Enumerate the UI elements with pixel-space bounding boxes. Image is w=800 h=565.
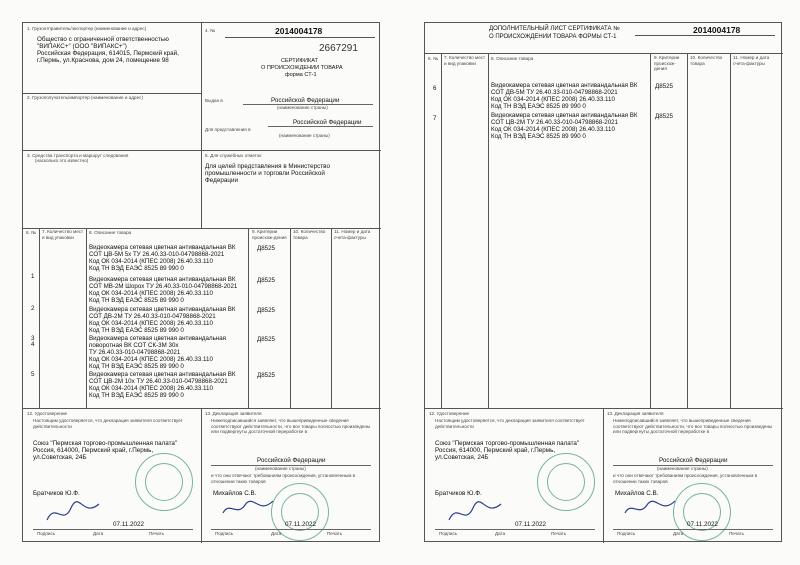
signature-caption: Подпись — [617, 531, 636, 536]
chamber-line2: Россия, 614000, Пермский край, г.Пермь, — [33, 447, 154, 454]
supplementary-form — [424, 22, 782, 542]
country-hint-2: (наименование страны) — [279, 133, 330, 138]
country-hint-1: (наименование страны) — [277, 105, 328, 110]
col9-header: 9. Критерии происхож-дения — [654, 55, 680, 72]
item-description-line: Код ТН ВЭД ЕАЭС 8525 89 990 0 — [89, 297, 184, 304]
origin-criterion: Д8525 — [257, 245, 275, 252]
item-number: 1 — [31, 273, 35, 280]
certificate-title: СЕРТИФИКАТ — [281, 58, 318, 64]
origin-criterion: Д8525 — [257, 307, 275, 314]
field4-label: 4. № — [205, 28, 216, 33]
field1-label: 1. Грузоотправитель/экспортер (наименование и адрес) — [27, 26, 147, 31]
stamp-caption: Печать — [149, 531, 165, 536]
chamber-line3: ул.Советская, 24Б — [435, 454, 489, 461]
item-description-line: Видеокамера сетевая цветная антивандальная ВК — [89, 371, 236, 378]
chamber-line1: Союз "Пермская торгово-промышленная палата" — [435, 440, 580, 447]
item-description-line: ТУ 26.40.33-010-04798868-2021 — [89, 349, 181, 356]
col7-header: 7. Количество мест и вид упаковки — [444, 55, 486, 66]
item-number: 5 — [31, 371, 35, 378]
item-description-line: поворотная ВК СОТ СК-3М 30х — [89, 342, 179, 349]
item-description-line: Код ТН ВЭД ЕАЭС 8525 89 990 0 — [491, 103, 586, 110]
country-hint-3: (наименование страны) — [255, 466, 306, 471]
origin-criterion: Д8525 — [257, 372, 275, 379]
official-marks-line3: Федерации — [205, 177, 238, 184]
field3-label: 3. Средства транспорта и маршрут следования — [27, 153, 129, 158]
field12-text: Настоящим удостоверяется, что декларация заявителя соответствует действительности — [435, 418, 585, 429]
certificate-form — [22, 22, 380, 542]
stamp-caption: Печать — [551, 531, 567, 536]
chamber-line2: Россия, 614000, Пермский край, г.Пермь, — [435, 447, 556, 454]
col10-header: 10. Количество товара — [293, 229, 326, 240]
item-description-line: Код ТН ВЭД ЕАЭС 8525 89 990 0 — [89, 265, 184, 272]
signature12 — [43, 498, 103, 528]
field3-hint: (насколько это известно) — [35, 158, 89, 163]
field13-text2: и что они отвечают требованиям происхождения, установленным в отношении таких товаров — [211, 473, 356, 484]
item-number: 2 — [31, 305, 35, 312]
date-caption: Дата — [673, 531, 684, 536]
field12-label: 12. Удостоверение — [27, 411, 68, 416]
chamber-stamp — [135, 453, 193, 511]
field13-label: 13. Декларация заявителя — [205, 411, 262, 416]
item-description-line: СОТ ЦВ-2М 10х ТУ 26.40.33-010-04798868-2021 — [89, 378, 228, 385]
origin-criterion: Д8525 — [655, 113, 673, 120]
origin-criterion: Д8525 — [257, 277, 275, 284]
stamp-caption: Печать — [729, 531, 745, 536]
exporter-line2: "ВИПАКС+" (ООО "ВИПАКС+") — [37, 43, 127, 50]
item-description-line: СОТ ЦВ-2М ТУ 26.40.33-010-04798868-2021 — [491, 119, 619, 126]
supplementary-cert-number: 2014004178 — [693, 25, 741, 35]
col7-header: 7. Количество мест и вид упаковки — [42, 229, 84, 240]
date13: 07.11.2022 — [285, 521, 317, 528]
signature-caption: Подпись — [439, 531, 458, 536]
chamber-line1: Союз "Пермская торгово-промышленная палата" — [33, 440, 178, 447]
item-description-line: Видеокамера сетевая цветная антивандальная ВК — [491, 112, 638, 119]
supplementary-title: ДОПОЛНИТЕЛЬНЫЙ ЛИСТ СЕРТИФИКАТА № — [489, 26, 620, 32]
exporter-line4: г.Пермь, ул.Краснова, дом 24, помещение 98 — [37, 57, 169, 64]
signer12-name: Братчиков Ю.Ф. — [435, 490, 482, 497]
col9-header: 9. Критерии происхож-дения — [252, 229, 287, 240]
official-marks-line1: Для целей представления в Министерство — [205, 163, 330, 170]
signature13 — [621, 493, 681, 523]
signature-caption: Подпись — [215, 531, 234, 536]
item-description-line: Код ОК 034-2014 (КПЕС 2008) 26.40.33.110 — [89, 385, 213, 392]
item-description-line: Код ОК 034-2014 (КПЕС 2008) 26.40.33.110 — [89, 258, 213, 265]
field13-text: Нижеподписавшийся заявляет, что вышеприведенные сведения соответствуют действительности, что все товары полностью произведены или подвергнуты достаточной переработке в — [613, 418, 773, 435]
item-description-line: Код ОК 034-2014 (КПЕС 2008) 26.40.33.110 — [89, 320, 213, 327]
item-description-line: СОТ ДВ-2М ТУ 26.40.33-010-04798868-2021 — [89, 313, 216, 320]
origin-criterion: Д8525 — [655, 83, 673, 90]
exporter-line3: Российская Федерация, 614015, Пермский край, — [37, 50, 179, 57]
item-description-line: Видеокамера сетевая цветная антивандальная ВК — [89, 276, 236, 283]
issued-in-label: Выдан в — [205, 98, 223, 103]
item-description-line: Код ОК 034-2014 (КПЕС 2008) 26.40.33.110 — [89, 290, 213, 297]
field13-text2: и что они отвечают требованиям происхождения, установленным в отношении таких товаров — [613, 473, 758, 484]
item-description-line: Код ТН ВЭД ЕАЭС 8525 89 990 0 — [89, 363, 184, 370]
item-number: 3 — [31, 335, 35, 342]
field13-label: 13. Декларация заявителя — [607, 411, 664, 416]
col11-header: 11. Номер и дата счета-фактуры — [733, 55, 770, 66]
certificate-number: 2014004178 — [275, 26, 323, 36]
supplementary-subtitle: О ПРОИСХОЖДЕНИИ ТОВАРА ФОРМЫ СТ-1 — [489, 34, 617, 40]
item-description-line: СОТ ДВ-5М ТУ 26.40.33-010-04798868-2021 — [491, 89, 618, 96]
item-description-line: СОТ МВ-2М Шорох ТУ 26.40.33-010-04798868-2021 — [89, 283, 238, 290]
item-description-line: Код ОК 034-2014 (КПЕС 2008) 26.40.33.110 — [491, 126, 615, 133]
date-caption: Дата — [271, 531, 282, 536]
signer12-name: Братчиков Ю.Ф. — [33, 490, 80, 497]
declared-country: Российской Федерации — [659, 457, 728, 464]
col6-header: 6. № — [428, 56, 439, 61]
chamber-line3: ул.Советская, 24Б — [33, 454, 87, 461]
issued-country: Российской Федерации — [271, 97, 340, 104]
submission-country: Российской Федерации — [293, 119, 362, 126]
item-description-line: Код ОК 034-2014 (КПЕС 2008) 26.40.33.110 — [491, 96, 615, 103]
date-caption: Дата — [495, 531, 506, 536]
item-description-line: Видеокамера сетевая цветная антивандальная ВК — [89, 244, 236, 251]
stamp-caption: Печать — [327, 531, 343, 536]
item-description-line: СОТ ЦВ-5М 5х ТУ 26.40.33-010-04798868-2021 — [89, 251, 225, 258]
submission-label: Для представления в — [205, 127, 251, 132]
field2-label: 2. Грузополучатель/импортер (наименование и адрес) — [27, 95, 143, 100]
signer13-name: Михайлов С.В. — [615, 490, 659, 497]
official-marks-line2: промышленности и торговли Российской — [205, 170, 325, 177]
col8-header: 8. Описание товара — [89, 230, 132, 235]
declared-country: Российской Федерации — [257, 457, 326, 464]
item-description-line: Видеокамера сетевая цветная антивандальная ВК — [89, 306, 236, 313]
item-description-line: Видеокамера сетевая цветная антивандальная ВК — [491, 82, 638, 89]
certificate-form-name: форма СТ-1 — [285, 72, 317, 78]
signer13-name: Михайлов С.В. — [213, 490, 257, 497]
item-number: 7 — [433, 115, 437, 122]
item-description-line: Код ТН ВЭД ЕАЭС 8525 89 990 0 — [89, 327, 184, 334]
date12: 07.11.2022 — [515, 521, 547, 528]
signature-caption: Подпись — [37, 531, 56, 536]
col11-header: 11. Номер и дата счета-фактуры — [334, 229, 371, 240]
col6-header: 6. № — [26, 230, 37, 235]
signature12 — [445, 498, 505, 528]
field12-text: Настоящим удостоверяется, что декларация заявителя соответствует действительности — [33, 418, 183, 429]
chamber-stamp — [537, 453, 595, 511]
item-description-line: Код ТН ВЭД ЕАЭС 8525 89 990 0 — [491, 133, 586, 140]
country-hint: (наименование страны) — [657, 466, 708, 471]
date13: 07.11.2022 — [687, 521, 719, 528]
date12: 07.11.2022 — [113, 521, 145, 528]
item-description-line: Код ТН ВЭД ЕАЭС 8525 89 990 0 — [89, 392, 184, 399]
item-number: 4 — [31, 341, 35, 348]
field12-label: 12. Удостоверение — [429, 411, 470, 416]
col8-header: 8. Описание товара — [491, 56, 534, 61]
certificate-subtitle: О ПРОИСХОЖДЕНИИ ТОВАРА — [261, 65, 343, 71]
field5-label: 5. Для служебных отметок — [205, 153, 262, 158]
supplementary-page — [400, 0, 800, 565]
item-description-line: Код ОК 034-2014 (КПЕС 2008) 26.40.33.110 — [89, 356, 213, 363]
form-number: 2667291 — [319, 43, 358, 54]
item-number: 6 — [433, 85, 437, 92]
origin-criterion: Д8525 — [257, 336, 275, 343]
exporter-line1: Общество с ограниченной ответственностью — [37, 36, 169, 43]
col10-header: 10. Количество товара — [690, 55, 723, 66]
item-description-line: Видеокамера сетевая цветная антивандальная — [89, 335, 226, 342]
signature13 — [219, 493, 279, 523]
date-caption: Дата — [93, 531, 104, 536]
field13-text: Нижеподписавшийся заявляет, что вышеприведенные сведения соответствуют действительности, что все товары полностью произведены или подвергнуты достаточной переработке в — [211, 418, 371, 435]
